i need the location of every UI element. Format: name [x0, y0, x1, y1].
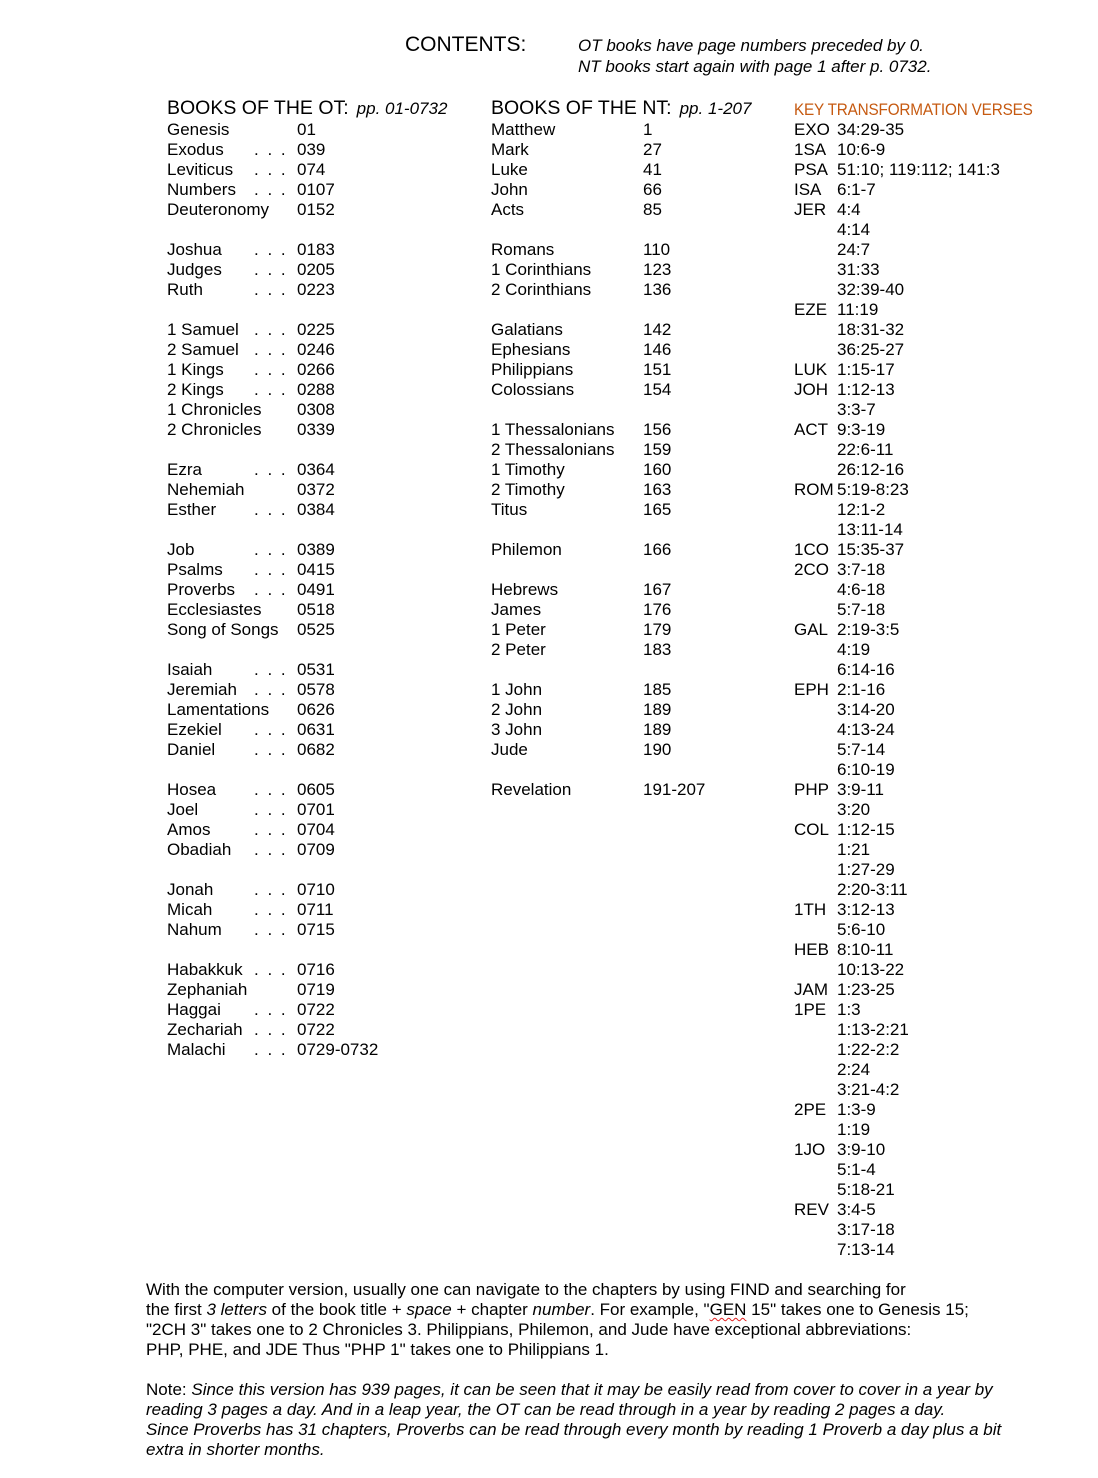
instructions-text: of the book title +	[266, 1300, 407, 1319]
book-abbreviation: 2CO	[794, 560, 829, 579]
page-number: 0389	[297, 540, 335, 559]
verse-reference: 3:20	[837, 800, 871, 819]
book-name: 2 Kings	[167, 380, 224, 399]
page-number: 41	[643, 160, 662, 179]
book-name: Daniel	[167, 740, 216, 759]
note-line	[146, 1380, 1001, 1400]
page-number: 0715	[297, 920, 335, 939]
verse-reference: 3:17-18	[837, 1220, 895, 1239]
dot-leader: . . .	[254, 720, 288, 739]
verse-reference: 3:21-4:2	[837, 1080, 900, 1099]
page-number: 0704	[297, 820, 335, 839]
page-number: 0308	[297, 400, 335, 419]
page-number: 0701	[297, 800, 335, 819]
book-name: Joel	[167, 800, 199, 819]
dot-leader: . . .	[254, 780, 288, 799]
page-number: 190	[643, 740, 672, 759]
page-number: 0578	[297, 680, 335, 699]
page-number: 074	[297, 160, 326, 179]
page-number: 0722	[297, 1020, 335, 1039]
book-name: Jude	[491, 740, 528, 759]
page-number: 136	[643, 280, 672, 299]
verse-reference: 1:21	[837, 840, 871, 859]
book-abbreviation: 1CO	[794, 540, 829, 559]
book-name: Mark	[491, 140, 529, 159]
note-text: reading 3 pages a day. And in a leap year, the OT can be read through in a year by reading 2 pages a day.	[146, 1400, 946, 1419]
page-number: 0152	[297, 200, 335, 219]
verse-reference: 6:1-7	[837, 180, 876, 199]
book-abbreviation: 1SA	[794, 140, 827, 159]
page-number: 0722	[297, 1000, 335, 1019]
book-abbreviation: 2PE	[794, 1100, 827, 1119]
instructions-emphasis: space	[406, 1300, 452, 1319]
verse-reference: 3:3-7	[837, 400, 876, 419]
verse-reference: 4:4	[837, 200, 861, 219]
verse-reference: 3:7-18	[837, 560, 886, 579]
verse-reference: 7:13-14	[837, 1240, 895, 1259]
instructions-text: the first	[146, 1300, 207, 1319]
ot-heading	[167, 97, 447, 120]
book-name: Lamentations	[167, 700, 270, 719]
verse-reference: 34:29-35	[837, 120, 905, 139]
verse-reference: 2:20-3:11	[837, 880, 908, 899]
verse-reference: 15:35-37	[837, 540, 905, 559]
instructions-line	[146, 1300, 969, 1320]
book-abbreviation: JAM	[794, 980, 828, 999]
dot-leader: . . .	[254, 540, 288, 559]
page-number: 0266	[297, 360, 335, 379]
dot-leader: . . .	[254, 800, 288, 819]
page-number: 0491	[297, 580, 335, 599]
page-number: 142	[643, 320, 672, 339]
dot-leader: . . .	[254, 580, 288, 599]
book-name: Nahum	[167, 920, 222, 939]
book-abbreviation: 1TH	[794, 900, 827, 919]
verse-reference: 10:6-9	[837, 140, 886, 159]
book-name: Ezekiel	[167, 720, 222, 739]
book-name: Song of Songs	[167, 620, 279, 639]
page-number: 0682	[297, 740, 335, 759]
verse-reference: 4:6-18	[837, 580, 886, 599]
instructions-text: 15" takes one to Genesis 15;	[746, 1300, 969, 1319]
verse-reference: 26:12-16	[837, 460, 905, 479]
page-number: 163	[643, 480, 672, 499]
page-number: 0605	[297, 780, 335, 799]
page-number: 165	[643, 500, 672, 519]
book-name: 1 Corinthians	[491, 260, 592, 279]
dot-leader: . . .	[254, 320, 288, 339]
verse-reference: 5:1-4	[837, 1160, 876, 1179]
book-name: Ruth	[167, 280, 203, 299]
header-note-nt: NT books start again with page 1 after p. 0732.	[578, 57, 932, 76]
page-number: 0372	[297, 480, 335, 499]
verse-reference: 36:25-27	[837, 340, 905, 359]
book-name: Ephesians	[491, 340, 571, 359]
verse-reference: 3:12-13	[837, 900, 895, 919]
note-line	[146, 1420, 1001, 1440]
page-number: 27	[643, 140, 662, 159]
book-name: 1 Kings	[167, 360, 224, 379]
page-number: 0183	[297, 240, 335, 259]
book-name: Revelation	[491, 780, 572, 799]
book-name: 2 Chronicles	[167, 420, 262, 439]
page-number: 0205	[297, 260, 335, 279]
verse-reference: 24:7	[837, 240, 871, 259]
book-name: Galatians	[491, 320, 563, 339]
book-name: Ezra	[167, 460, 202, 479]
dot-leader: . . .	[254, 960, 288, 979]
book-abbreviation: PSA	[794, 160, 829, 179]
verse-reference: 1:3-9	[837, 1100, 876, 1119]
page-number: 0364	[297, 460, 335, 479]
book-name: Genesis	[167, 120, 230, 139]
page-number: 0525	[297, 620, 335, 639]
page-number: 123	[643, 260, 672, 279]
book-abbreviation: LUK	[794, 360, 828, 379]
book-abbreviation: ACT	[794, 420, 828, 439]
verse-reference: 32:39-40	[837, 280, 905, 299]
page-number: 0339	[297, 420, 335, 439]
page-number: 151	[643, 360, 672, 379]
dot-leader: . . .	[254, 260, 288, 279]
book-name: Hosea	[167, 780, 217, 799]
dot-leader: . . .	[254, 660, 288, 679]
book-name: Isaiah	[167, 660, 213, 679]
verse-reference: 1:23-25	[837, 980, 895, 999]
dot-leader: . . .	[254, 880, 288, 899]
dot-leader: . . .	[254, 360, 288, 379]
book-name: Philippians	[491, 360, 574, 379]
dot-leader: . . .	[254, 840, 288, 859]
dot-leader: . . .	[254, 180, 288, 199]
verse-reference: 10:13-22	[837, 960, 905, 979]
page-number: 189	[643, 720, 672, 739]
page-number: 0709	[297, 840, 335, 859]
book-name: Malachi	[167, 1040, 226, 1059]
navigation-instructions	[146, 1280, 969, 1360]
verse-reference: 11:19	[837, 300, 879, 319]
page-number: 66	[643, 180, 662, 199]
book-name: Psalms	[167, 560, 223, 579]
book-name: Zechariah	[167, 1020, 243, 1039]
page-number: 0288	[297, 380, 335, 399]
instructions-line: "2CH 3" takes one to 2 Chronicles 3. Philippians, Philemon, and Jude have exceptional abbreviations:	[146, 1320, 912, 1339]
dot-leader: . . .	[254, 820, 288, 839]
book-name: 1 Thessalonians	[491, 420, 615, 439]
reading-note	[146, 1380, 1001, 1460]
book-abbreviation: EXO	[794, 120, 830, 139]
page-number: 0415	[297, 560, 335, 579]
book-name: John	[491, 180, 528, 199]
page-title: CONTENTS:	[405, 33, 527, 56]
page-number: 0729-0732	[297, 1040, 379, 1059]
verse-reference: 1:22-2:2	[837, 1040, 900, 1059]
book-name: Proverbs	[167, 580, 236, 599]
verse-reference: 3:9-10	[837, 1140, 886, 1159]
book-name: Leviticus	[167, 160, 234, 179]
book-name: Haggai	[167, 1000, 221, 1019]
verse-reference: 1:12-13	[837, 380, 895, 399]
book-name: 1 John	[491, 680, 543, 699]
book-abbreviation: PHP	[794, 780, 829, 799]
dot-leader: . . .	[254, 460, 288, 479]
dot-leader: . . .	[254, 740, 288, 759]
verse-reference: 5:6-10	[837, 920, 886, 939]
book-name: Obadiah	[167, 840, 232, 859]
nt-heading	[491, 97, 751, 120]
book-name: Titus	[491, 500, 528, 519]
book-abbreviation: REV	[794, 1200, 829, 1219]
ot-heading-label: BOOKS OF THE OT:	[167, 97, 349, 119]
verse-reference: 5:18-21	[837, 1180, 895, 1199]
note-line	[146, 1400, 1001, 1420]
page-number: 159	[643, 440, 672, 459]
page-number: 0711	[297, 900, 334, 919]
verse-reference: 2:1-16	[837, 680, 886, 699]
instructions-line: With the computer version, usually one can navigate to the chapters by using FIND and searching for	[146, 1280, 906, 1299]
dot-leader: . . .	[254, 380, 288, 399]
spellcheck-flagged-word: GEN	[709, 1300, 747, 1319]
page-number: 0225	[297, 320, 335, 339]
book-abbreviation: EPH	[794, 680, 829, 699]
verse-reference: 3:14-20	[837, 700, 895, 719]
verse-reference: 51:10; 119:112; 141:3	[837, 160, 1000, 179]
page-number: 0631	[297, 720, 335, 739]
note-text: Since this version has 939 pages, it can be seen that it may be easily read from cover to cover in a year by	[191, 1380, 993, 1399]
page-number: 0384	[297, 500, 335, 519]
book-name: Matthew	[491, 120, 556, 139]
book-abbreviation: COL	[794, 820, 829, 839]
book-name: Acts	[491, 200, 525, 219]
page-number: 146	[643, 340, 672, 359]
dot-leader: . . .	[254, 140, 288, 159]
verse-reference: 13:11-14	[837, 520, 903, 539]
book-name: 2 Peter	[491, 640, 546, 659]
verse-reference: 31:33	[837, 260, 880, 279]
note-text: Since Proverbs has 31 chapters, Proverbs can be read through every month by reading 1 Proverb a day plus a bit	[146, 1420, 1002, 1439]
page-number: 85	[643, 200, 662, 219]
book-name: Hebrews	[491, 580, 559, 599]
verse-reference: 12:1-2	[837, 500, 886, 519]
dot-leader: . . .	[254, 160, 288, 179]
instructions-emphasis: number	[532, 1300, 591, 1319]
page-number: 156	[643, 420, 672, 439]
page-number: 167	[643, 580, 672, 599]
note-line	[146, 1440, 1001, 1460]
page-number: 0626	[297, 700, 335, 719]
page-number: 0716	[297, 960, 335, 979]
verse-reference: 9:3-19	[837, 420, 886, 439]
page-number: 189	[643, 700, 672, 719]
page-number: 039	[297, 140, 326, 159]
verse-reference: 5:7-18	[837, 600, 886, 619]
book-name: Habakkuk	[167, 960, 243, 979]
dot-leader: . . .	[254, 920, 288, 939]
verse-reference: 8:10-11	[837, 940, 894, 959]
page-number: 176	[643, 600, 672, 619]
book-name: Job	[167, 540, 195, 559]
book-abbreviation: GAL	[794, 620, 829, 639]
book-name: 2 Timothy	[491, 480, 565, 499]
verse-reference: 1:13-2:21	[837, 1020, 909, 1039]
instructions-text: . For example, "	[590, 1300, 710, 1319]
book-abbreviation: EZE	[794, 300, 828, 319]
dot-leader: . . .	[254, 560, 288, 579]
page-number: 160	[643, 460, 672, 479]
book-name: 1 Timothy	[491, 460, 565, 479]
instructions-emphasis: 3 letters	[206, 1300, 267, 1319]
page-number: 1	[643, 120, 653, 139]
book-abbreviation: HEB	[794, 940, 829, 959]
book-name: Judges	[167, 260, 222, 279]
page-number: 0223	[297, 280, 335, 299]
book-name: Ecclesiastes	[167, 600, 262, 619]
book-name: Jeremiah	[167, 680, 237, 699]
verse-reference: 5:19-8:23	[837, 480, 909, 499]
book-name: 1 Peter	[491, 620, 546, 639]
page-number: 0246	[297, 340, 335, 359]
header-note-ot: OT books have page numbers preceded by 0.	[578, 36, 924, 55]
verse-reference: 5:7-14	[837, 740, 886, 759]
dot-leader: . . .	[254, 340, 288, 359]
page-number: 0107	[297, 180, 335, 199]
book-abbreviation: JOH	[794, 380, 828, 399]
instructions-text: + chapter	[451, 1300, 533, 1319]
book-name: Romans	[491, 240, 555, 259]
verse-reference: 6:14-16	[837, 660, 895, 679]
verse-reference: 1:3	[837, 1000, 861, 1019]
page-number: 0531	[297, 660, 335, 679]
book-name: Amos	[167, 820, 211, 839]
book-name: Nehemiah	[167, 480, 245, 499]
verse-reference: 22:6-11	[837, 440, 894, 459]
book-abbreviation: ISA	[794, 180, 822, 199]
book-name: 1 Chronicles	[167, 400, 262, 419]
book-name: 2 John	[491, 700, 543, 719]
page-number: 154	[643, 380, 672, 399]
page-number: 01	[297, 120, 316, 139]
dot-leader: . . .	[254, 500, 288, 519]
book-name: Zephaniah	[167, 980, 248, 999]
verse-reference: 18:31-32	[837, 320, 905, 339]
page-number: 0719	[297, 980, 335, 999]
book-name: Esther	[167, 500, 217, 519]
page-number: 0710	[297, 880, 335, 899]
dot-leader: . . .	[254, 1020, 288, 1039]
book-name: 2 Thessalonians	[491, 440, 615, 459]
book-abbreviation: 1PE	[794, 1000, 827, 1019]
book-abbreviation: JER	[794, 200, 827, 219]
page-number: 166	[643, 540, 672, 559]
verse-reference: 6:10-19	[837, 760, 895, 779]
page-number: 185	[643, 680, 672, 699]
nt-heading-label: BOOKS OF THE NT:	[491, 97, 672, 119]
book-name: Philemon	[491, 540, 562, 559]
verse-reference: 2:24	[837, 1060, 871, 1079]
verse-reference: 4:14	[837, 220, 871, 239]
verse-reference: 4:13-24	[837, 720, 895, 739]
note-text: extra in shorter months.	[146, 1440, 325, 1459]
book-name: 1 Samuel	[167, 320, 239, 339]
dot-leader: . . .	[254, 900, 288, 919]
verse-reference: 3:9-11	[837, 780, 884, 799]
page-number: 110	[643, 240, 671, 259]
dot-leader: . . .	[254, 280, 288, 299]
book-name: James	[491, 600, 542, 619]
dot-leader: . . .	[254, 1000, 288, 1019]
book-name: 2 Corinthians	[491, 280, 592, 299]
book-name: Exodus	[167, 140, 224, 159]
page-number: 179	[643, 620, 672, 639]
verse-reference: 3:4-5	[837, 1200, 876, 1219]
book-name: Numbers	[167, 180, 236, 199]
verse-reference: 2:19-3:5	[837, 620, 900, 639]
book-abbreviation: 1JO	[794, 1140, 826, 1159]
dot-leader: . . .	[254, 240, 288, 259]
page-number: 191-207	[643, 780, 706, 799]
book-name: 2 Samuel	[167, 340, 239, 359]
book-name: Colossians	[491, 380, 575, 399]
book-name: Jonah	[167, 880, 214, 899]
dot-leader: . . .	[254, 1040, 288, 1059]
dot-leader: . . .	[254, 680, 288, 699]
book-name: 3 John	[491, 720, 543, 739]
book-abbreviation: ROM	[794, 480, 834, 499]
verse-reference: 1:15-17	[837, 360, 895, 379]
ot-page-range: pp. 01-0732	[356, 99, 448, 118]
verse-reference: 1:12-15	[837, 820, 895, 839]
nt-page-range: pp. 1-207	[679, 99, 752, 118]
verse-reference: 4:19	[837, 640, 871, 659]
page-number: 183	[643, 640, 672, 659]
book-name: Micah	[167, 900, 213, 919]
verse-reference: 1:19	[837, 1120, 871, 1139]
book-name: Joshua	[167, 240, 222, 259]
book-name: Luke	[491, 160, 528, 179]
verse-reference: 1:27-29	[837, 860, 895, 879]
instructions-line: PHP, PHE, and JDE Thus "PHP 1" takes one to Philippians 1.	[146, 1340, 609, 1359]
book-name: Deuteronomy	[167, 200, 270, 219]
note-label: Note:	[146, 1380, 192, 1399]
page-number: 0518	[297, 600, 335, 619]
key-verses-heading: KEY TRANSFORMATION VERSES	[794, 100, 1033, 119]
